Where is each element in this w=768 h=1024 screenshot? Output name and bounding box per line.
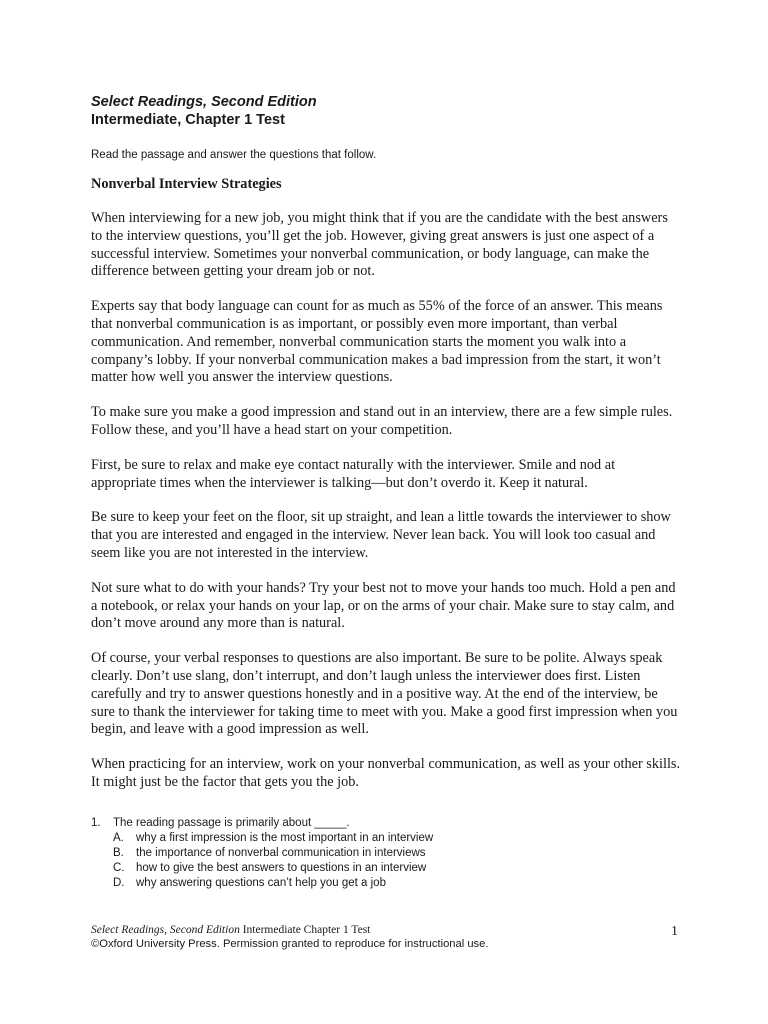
answer-option-d bbox=[91, 876, 681, 891]
answer-option-a bbox=[91, 831, 681, 846]
option-text: the importance of nonverbal communication in interviews bbox=[136, 846, 426, 859]
question-number: 1. bbox=[91, 816, 101, 829]
test-title: Intermediate, Chapter 1 Test bbox=[91, 112, 285, 128]
page-number: 1 bbox=[671, 924, 678, 939]
footer-book-title: Select Readings, Second Edition bbox=[91, 924, 240, 936]
option-text: why a first impression is the most important in an interview bbox=[136, 831, 434, 844]
question-text: The reading passage is primarily about _____. bbox=[113, 816, 350, 829]
question-item bbox=[91, 816, 681, 891]
passage-paragraph: To make sure you make a good impression and stand out in an interview, there are a few simple rules. Follow these, and you’ll have a head start on your competition. bbox=[91, 404, 673, 438]
question-list bbox=[91, 816, 681, 891]
footer-source bbox=[91, 923, 681, 937]
passage-paragraph: Be sure to keep your feet on the floor, sit up straight, and lean a little towards the interviewer to show that you are interested and engaged in the interview. Never lean back. You will look too casual and seem like you are not interested in the interview. bbox=[91, 509, 671, 561]
page-content bbox=[91, 93, 681, 891]
passage-paragraph: Experts say that body language can count for as much as 55% of the force of an answer. This means that nonverbal communication is as important, or possibly even more important, than verbal communication. And remember, nonverbal communication starts the moment you walk into a company’s lobby. If your nonverbal communication makes a bad impression from the start, it won’t matter how well you answer the interview questions. bbox=[91, 298, 663, 386]
passage-body bbox=[91, 210, 681, 792]
option-letter: A. bbox=[113, 831, 124, 844]
answer-option-b bbox=[91, 846, 681, 861]
passage-paragraph: First, be sure to relax and make eye contact naturally with the interviewer. Smile and nod at appropriate times when the interviewer is talking—but don’t overdo it. Keep it natural. bbox=[91, 456, 616, 491]
passage-paragraph: When practicing for an interview, work on your nonverbal communication, as well as your other skills. It might just be the factor that gets you the job. bbox=[91, 756, 681, 790]
footer-test-label: Intermediate Chapter 1 Test bbox=[239, 924, 371, 936]
passage-title: Nonverbal Interview Strategies bbox=[91, 176, 282, 192]
option-text: why answering questions can’t help you get a job bbox=[136, 876, 386, 889]
option-letter: D. bbox=[113, 876, 125, 889]
answer-option-c bbox=[91, 861, 681, 876]
passage-paragraph: Of course, your verbal responses to questions are also important. Be sure to be polite. Always speak clearly. Don’t use slang, don’t interrupt, and don’t laugh unless the interviewer does first. Listen carefully and try to answer questions honestly and in a positive way. At the end of the interview, be sure to thank the interviewer for taking time to meet with you. Make a good first impression when you begin, and leave with a good impression as well. bbox=[91, 650, 678, 738]
option-text: how to give the best answers to questions in an interview bbox=[136, 861, 427, 874]
page-footer bbox=[91, 923, 681, 951]
book-title: Select Readings, Second Edition bbox=[91, 94, 317, 110]
question-stem bbox=[91, 816, 681, 831]
option-letter: C. bbox=[113, 861, 125, 874]
option-letter: B. bbox=[113, 846, 124, 859]
footer-copyright: ©Oxford University Press. Permission granted to reproduce for instructional use. bbox=[91, 938, 489, 950]
passage-paragraph: Not sure what to do with your hands? Try your best not to move your hands too much. Hold a pen and a notebook, or relax your hands on your lap, or on the arms of your chair. Make sure to stay calm, and don’t move around any more than is natural. bbox=[91, 579, 676, 632]
passage-paragraph: When interviewing for a new job, you might think that if you are the candidate with the best answers to the interview questions, you’ll get the job. However, giving great answers is just one aspect of a successful interview. Sometimes your nonverbal communication, or body language, can make the difference between getting your dream job or not. bbox=[91, 210, 668, 280]
instructions: Read the passage and answer the questions that follow. bbox=[91, 149, 377, 161]
